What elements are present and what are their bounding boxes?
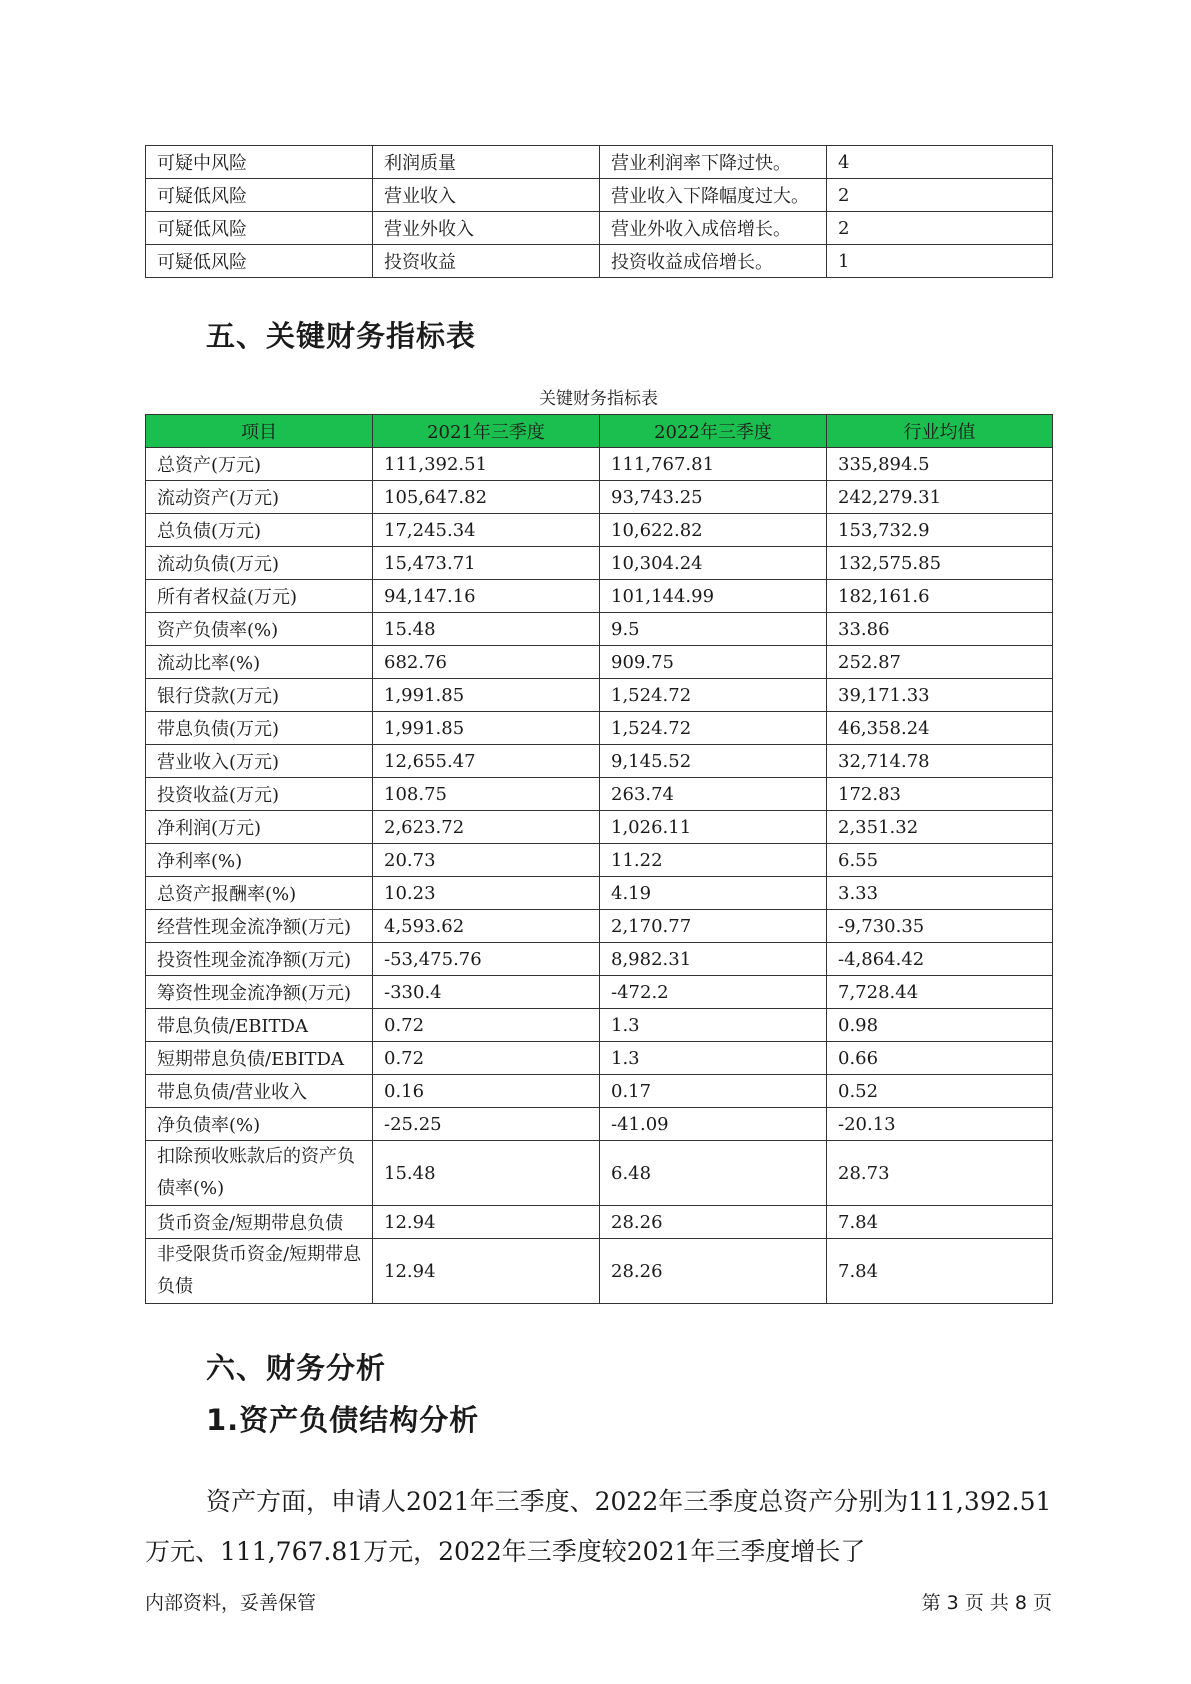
item-label-cell: 非受限货币资金/短期带息负债 [146, 1239, 373, 1304]
value-cell: 94,147.16 [373, 580, 600, 613]
value-cell: 39,171.33 [827, 679, 1053, 712]
value-cell: 8,982.31 [600, 943, 827, 976]
risk-row [146, 245, 1053, 278]
value-cell: 1,991.85 [373, 679, 600, 712]
item-label-cell: 可疑低风险 [146, 245, 373, 278]
value-cell: 101,144.99 [600, 580, 827, 613]
value-cell: 111,392.51 [373, 448, 600, 481]
item-label-cell: 资产负债率(%) [146, 613, 373, 646]
kpi-header-cell: 项目 [146, 415, 373, 448]
kpi-row [146, 1206, 1053, 1239]
item-label-cell: 总负债(万元) [146, 514, 373, 547]
section-heading-6: 六、财务分析 [206, 1351, 387, 1385]
value-cell: 28.73 [827, 1141, 1053, 1206]
item-label-cell: 货币资金/短期带息负债 [146, 1206, 373, 1239]
value-cell: 252.87 [827, 646, 1053, 679]
value-cell: 6.55 [827, 844, 1053, 877]
kpi-row [146, 811, 1053, 844]
item-label-cell: 总资产报酬率(%) [146, 877, 373, 910]
value-cell: 投资收益成倍增长。 [600, 245, 827, 278]
item-label-cell: 净负债率(%) [146, 1108, 373, 1141]
value-cell: 营业外收入 [373, 212, 600, 245]
kpi-row [146, 943, 1053, 976]
value-cell: 17,245.34 [373, 514, 600, 547]
value-cell: 营业外收入成倍增长。 [600, 212, 827, 245]
value-cell: -4,864.42 [827, 943, 1053, 976]
kpi-row [146, 1141, 1053, 1206]
value-cell: 172.83 [827, 778, 1053, 811]
item-label-cell: 可疑低风险 [146, 179, 373, 212]
value-cell: 2,351.32 [827, 811, 1053, 844]
value-cell: 12.94 [373, 1239, 600, 1304]
value-cell: -472.2 [600, 976, 827, 1009]
value-cell: -330.4 [373, 976, 600, 1009]
item-label-cell: 扣除预收账款后的资产负债率(%) [146, 1141, 373, 1206]
kpi-row [146, 910, 1053, 943]
item-label-cell: 净利润(万元) [146, 811, 373, 844]
value-cell: 2,623.72 [373, 811, 600, 844]
value-cell: 242,279.31 [827, 481, 1053, 514]
value-cell: 32,714.78 [827, 745, 1053, 778]
kpi-row [146, 481, 1053, 514]
item-label-cell: 营业收入(万元) [146, 745, 373, 778]
value-cell: 12.94 [373, 1206, 600, 1239]
kpi-row [146, 778, 1053, 811]
item-label-cell: 可疑中风险 [146, 146, 373, 179]
value-cell: 利润质量 [373, 146, 600, 179]
kpi-row [146, 679, 1053, 712]
value-cell: 1,026.11 [600, 811, 827, 844]
item-label-cell: 净利率(%) [146, 844, 373, 877]
value-cell: 1,524.72 [600, 679, 827, 712]
value-cell: 10.23 [373, 877, 600, 910]
value-cell: 20.73 [373, 844, 600, 877]
kpi-table [145, 414, 1053, 1304]
value-cell: 0.17 [600, 1075, 827, 1108]
value-cell: 0.98 [827, 1009, 1053, 1042]
value-cell: 15,473.71 [373, 547, 600, 580]
kpi-row [146, 580, 1053, 613]
value-cell: -25.25 [373, 1108, 600, 1141]
body-paragraph: 资产方面，申请人2021年三季度、2022年三季度总资产分别为111,392.51万元、111,767.81万元，2022年三季度较2021年三季度增长了 [145, 1487, 1052, 1566]
value-cell: 15.48 [373, 613, 600, 646]
value-cell: 108.75 [373, 778, 600, 811]
kpi-row [146, 646, 1053, 679]
kpi-row [146, 1075, 1053, 1108]
value-cell: 1.3 [600, 1009, 827, 1042]
value-cell: 0.16 [373, 1075, 600, 1108]
item-label-cell: 筹资性现金流净额(万元) [146, 976, 373, 1009]
subsection-heading-6-1: 1.资产负债结构分析 [206, 1403, 480, 1437]
value-cell: 4.19 [600, 877, 827, 910]
value-cell: 909.75 [600, 646, 827, 679]
value-cell: 11.22 [600, 844, 827, 877]
value-cell: 10,622.82 [600, 514, 827, 547]
value-cell: 营业收入 [373, 179, 600, 212]
value-cell: 1 [827, 245, 1053, 278]
kpi-header-row [146, 415, 1053, 448]
value-cell: 682.76 [373, 646, 600, 679]
value-cell: 投资收益 [373, 245, 600, 278]
value-cell: -9,730.35 [827, 910, 1053, 943]
value-cell: 12,655.47 [373, 745, 600, 778]
risk-table-body [146, 146, 1053, 278]
value-cell: 9,145.52 [600, 745, 827, 778]
value-cell: 7.84 [827, 1239, 1053, 1304]
kpi-row [146, 448, 1053, 481]
kpi-row [146, 844, 1053, 877]
value-cell: 132,575.85 [827, 547, 1053, 580]
item-label-cell: 带息负债(万元) [146, 712, 373, 745]
value-cell: 28.26 [600, 1239, 827, 1304]
risk-row [146, 212, 1053, 245]
value-cell: 营业收入下降幅度过大。 [600, 179, 827, 212]
kpi-row [146, 1009, 1053, 1042]
value-cell: 105,647.82 [373, 481, 600, 514]
value-cell: 4 [827, 146, 1053, 179]
kpi-row [146, 1239, 1053, 1304]
footer-confidential-note: 内部资料，妥善保管 [145, 1592, 317, 1614]
value-cell: 7.84 [827, 1206, 1053, 1239]
item-label-cell: 流动负债(万元) [146, 547, 373, 580]
value-cell: 0.52 [827, 1075, 1053, 1108]
kpi-header-cell: 2022年三季度 [600, 415, 827, 448]
item-label-cell: 流动比率(%) [146, 646, 373, 679]
value-cell: 0.72 [373, 1009, 600, 1042]
value-cell: 15.48 [373, 1141, 600, 1206]
value-cell: 263.74 [600, 778, 827, 811]
value-cell: 2 [827, 179, 1053, 212]
value-cell: 1,524.72 [600, 712, 827, 745]
value-cell: 2,170.77 [600, 910, 827, 943]
kpi-row [146, 613, 1053, 646]
kpi-row [146, 547, 1053, 580]
kpi-header-cell: 行业均值 [827, 415, 1053, 448]
value-cell: -53,475.76 [373, 943, 600, 976]
value-cell: 1,991.85 [373, 712, 600, 745]
kpi-row [146, 1042, 1053, 1075]
kpi-row [146, 514, 1053, 547]
risk-row [146, 179, 1053, 212]
item-label-cell: 所有者权益(万元) [146, 580, 373, 613]
value-cell: 111,767.81 [600, 448, 827, 481]
value-cell: 1.3 [600, 1042, 827, 1075]
section-heading-5: 五、关键财务指标表 [206, 319, 477, 353]
value-cell: 153,732.9 [827, 514, 1053, 547]
value-cell: -41.09 [600, 1108, 827, 1141]
risk-row [146, 146, 1053, 179]
item-label-cell: 短期带息负债/EBITDA [146, 1042, 373, 1075]
item-label-cell: 带息负债/营业收入 [146, 1075, 373, 1108]
value-cell: 9.5 [600, 613, 827, 646]
kpi-header-cell: 2021年三季度 [373, 415, 600, 448]
value-cell: 46,358.24 [827, 712, 1053, 745]
value-cell: 6.48 [600, 1141, 827, 1206]
kpi-table-body [146, 415, 1053, 1304]
value-cell: 3.33 [827, 877, 1053, 910]
value-cell: 7,728.44 [827, 976, 1053, 1009]
value-cell: 182,161.6 [827, 580, 1053, 613]
value-cell: 营业利润率下降过快。 [600, 146, 827, 179]
value-cell: -20.13 [827, 1108, 1053, 1141]
item-label-cell: 流动资产(万元) [146, 481, 373, 514]
value-cell: 2 [827, 212, 1053, 245]
item-label-cell: 银行贷款(万元) [146, 679, 373, 712]
value-cell: 335,894.5 [827, 448, 1053, 481]
footer-page-number: 第 3 页 共 8 页 [921, 1592, 1052, 1614]
kpi-row [146, 712, 1053, 745]
item-label-cell: 总资产(万元) [146, 448, 373, 481]
table-caption: 关键财务指标表 [539, 389, 658, 409]
value-cell: 4,593.62 [373, 910, 600, 943]
value-cell: 93,743.25 [600, 481, 827, 514]
item-label-cell: 可疑低风险 [146, 212, 373, 245]
item-label-cell: 投资收益(万元) [146, 778, 373, 811]
value-cell: 28.26 [600, 1206, 827, 1239]
kpi-row [146, 745, 1053, 778]
item-label-cell: 经营性现金流净额(万元) [146, 910, 373, 943]
item-label-cell: 带息负债/EBITDA [146, 1009, 373, 1042]
value-cell: 33.86 [827, 613, 1053, 646]
risk-table [145, 145, 1053, 278]
value-cell: 0.66 [827, 1042, 1053, 1075]
kpi-row [146, 976, 1053, 1009]
item-label-cell: 投资性现金流净额(万元) [146, 943, 373, 976]
kpi-row [146, 877, 1053, 910]
value-cell: 0.72 [373, 1042, 600, 1075]
value-cell: 10,304.24 [600, 547, 827, 580]
kpi-row [146, 1108, 1053, 1141]
